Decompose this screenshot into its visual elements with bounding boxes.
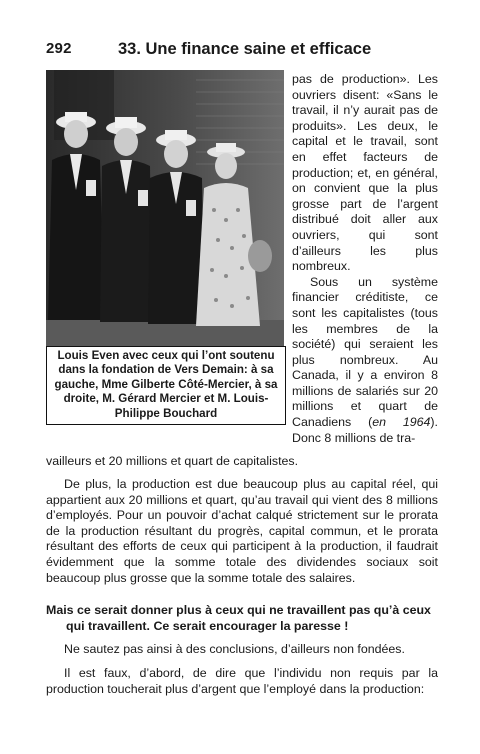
paragraph: De plus, la production est due beaucoup plus au capital réel, qui appartient aux 20 millions et quart, qu’au travail qui vient des 8 millions d’employés. Pour un pouvoir d’achat calqué strictement sur le prorata de la production résultant du progrès, capital commun, et le prorata résultant des efforts de ceux qui participent à la production, il faudrait évidemment que la somme totale des dividendes sociaux soit beaucoup plus grosse que la somme totale des salaires. [46,477,438,585]
question-line: qui travaillent. Ce serait encourager la paresse ! [66,618,349,633]
column-paragraph: Sous un système financier créditiste, ce sont les capitalistes (tous les membres de la société) qui seraient les plus nombreux. Au Canada, il y a environ 8 millions de salariés sur 20 millions et quart de Canadiens (en 1964). Donc 8 millions de tra- [292,274,438,445]
body-text [46,666,438,697]
body-text [46,642,438,658]
photo-caption: Louis Even avec ceux qui l’ont soutenu dans la fondation de Vers Demain: à sa gauche, Mme Gilberte Côté-Mercier, à sa droite, M. Gérard Mercier et M. Louis-Philippe Bouchard [46,346,286,425]
body-text [46,454,438,470]
chapter-title: 33. Une finance saine et efficace [118,40,372,58]
body-text [46,477,438,586]
side-column-text [292,72,438,446]
emphasized-question [46,603,438,634]
column-paragraph: pas de production». Les ouvriers disent: «Sans le travail, il n’y aurait pas de produits». Les deux, le capital et le travail, sont en effet facteurs de production; et, en général, on convient que la plus grosse part de l’argent distribué doit aller aux ouvriers, qui sont d’ailleurs les plus nombreux. [292,72,438,274]
question-line: Mais ce serait donner plus à ceux qui ne travaillent pas qu’à ceux [46,603,431,617]
paragraph: Il est faux, d’abord, de dire que l’individu non requis par la production toucherait plus d’argent que l’employé dans la production: [46,666,438,696]
page-header [46,40,446,62]
page-number: 292 [46,40,72,57]
paragraph-continuation: vailleurs et 20 millions et quart de capitalistes. [46,454,299,468]
paragraph: Ne sautez pas ainsi à des conclusions, d’ailleurs non fondées. [64,642,405,656]
group-photo [46,70,284,346]
